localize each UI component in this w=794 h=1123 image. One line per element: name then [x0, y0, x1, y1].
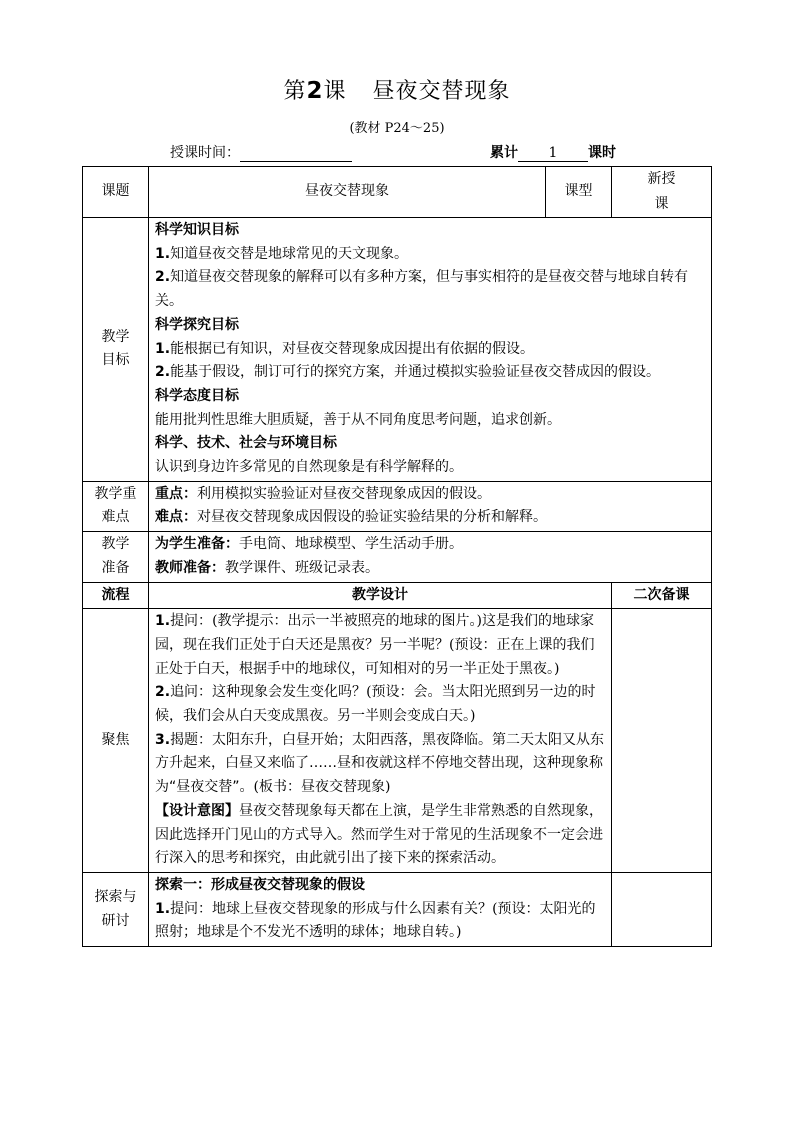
type-label: 课型: [546, 167, 612, 218]
goals-row: [83, 218, 712, 482]
explore-content: 探索一：形成昼夜交替现象的假设 1.提问：地球上昼夜交替现象的形成与什么因素有关？(预设：太阳光的照射；地球是个不发光不透明的球体；地球自转。): [149, 872, 612, 946]
explore-label: 探索与研讨: [94, 888, 137, 929]
prep-row: [83, 532, 712, 582]
explore-row: [83, 872, 712, 946]
focus-row: [83, 609, 712, 873]
topic-label: 课题: [83, 167, 149, 218]
lesson-title: 第2课 昼夜交替现象: [283, 78, 511, 104]
lesson-time: 授课时间：: [170, 142, 352, 162]
focus-second-prep: [612, 609, 712, 873]
keypoints-label: 教学重难点: [94, 485, 137, 526]
flow-header: 流程: [83, 582, 149, 609]
lesson-plan-table: [82, 166, 712, 947]
textbook-pages: (教材 P24～25): [349, 121, 445, 136]
topic-row: [83, 167, 712, 218]
design-header: 教学设计: [149, 582, 612, 609]
lesson-total: 累计 1 课时: [490, 145, 616, 161]
header-row: [83, 582, 712, 609]
goals-label: 教学目标: [101, 328, 130, 369]
goals-content: 科学知识目标 1.知道昼夜交替是地球常见的天文现象。 2.知道昼夜交替现象的解释可以有多种方案，但与事实相符的是昼夜交替与地球自转有关。 科学探究目标 1.能根据已有知识，对昼夜交替现象成因提出有依据的假设。 2.能基于假设，制订可行的探究方案，并通过模拟实验验证昼夜交替成因的假设。 科学态度目标 能用批判性思维大胆质疑，善于从不同角度思考问题，追求创新。 科学、技术、社会与环境目标 认识到身边许多常见的自然现象是有科学解释的。: [149, 218, 712, 482]
focus-content: 1.提问：(教学提示：出示一半被照亮的地球的图片。)这是我们的地球家园，现在我们正处于白天还是黑夜？另一半呢？(预设：正在上课的我们正处于白天，根据手中的地球仪，可知相对的另一半正处于黑夜。) 2.追问：这种现象会发生变化吗？(预设：会。当太阳光照到另一边的时候，我们会从白天变成黑夜。另一半则会变成白天。) 3.揭题：太阳东升，白昼开始；太阳西落，黑夜降临。第二天太阳又从东方升起来，白昼又来临了……昼和夜就这样不停地交替出现，这种现象称为“昼夜交替”。(板书：昼夜交替现象) 【设计意图】昼夜交替现象每天都在上演，是学生非常熟悉的自然现象，因此选择开门见山的方式导入。然而学生对于常见的生活现象不一定会进行深入的思考和探究，由此就引出了接下来的探索活动。: [149, 609, 612, 873]
second-prep-header: 二次备课: [612, 582, 712, 609]
explore-second-prep: [612, 872, 712, 946]
lesson-number: 2: [306, 78, 324, 104]
type-value: 新授课: [647, 171, 676, 212]
focus-label: 聚焦: [83, 609, 149, 873]
lesson-time-value: [240, 145, 352, 162]
lesson-total-value: 1: [518, 145, 588, 162]
keypoints-row: [83, 481, 712, 531]
prep-label: 教学准备: [101, 536, 130, 576]
topic-value: 昼夜交替现象: [149, 167, 546, 218]
keypoints-content: 重点：利用模拟实验验证对昼夜交替现象成因的假设。 难点：对昼夜交替现象成因假设的验证实验结果的分析和解释。: [149, 481, 712, 531]
lesson-name: 昼夜交替现象: [372, 79, 511, 104]
prep-content: 为学生准备：手电筒、地球模型、学生活动手册。 教师准备：教学课件、班级记录表。: [149, 532, 712, 582]
